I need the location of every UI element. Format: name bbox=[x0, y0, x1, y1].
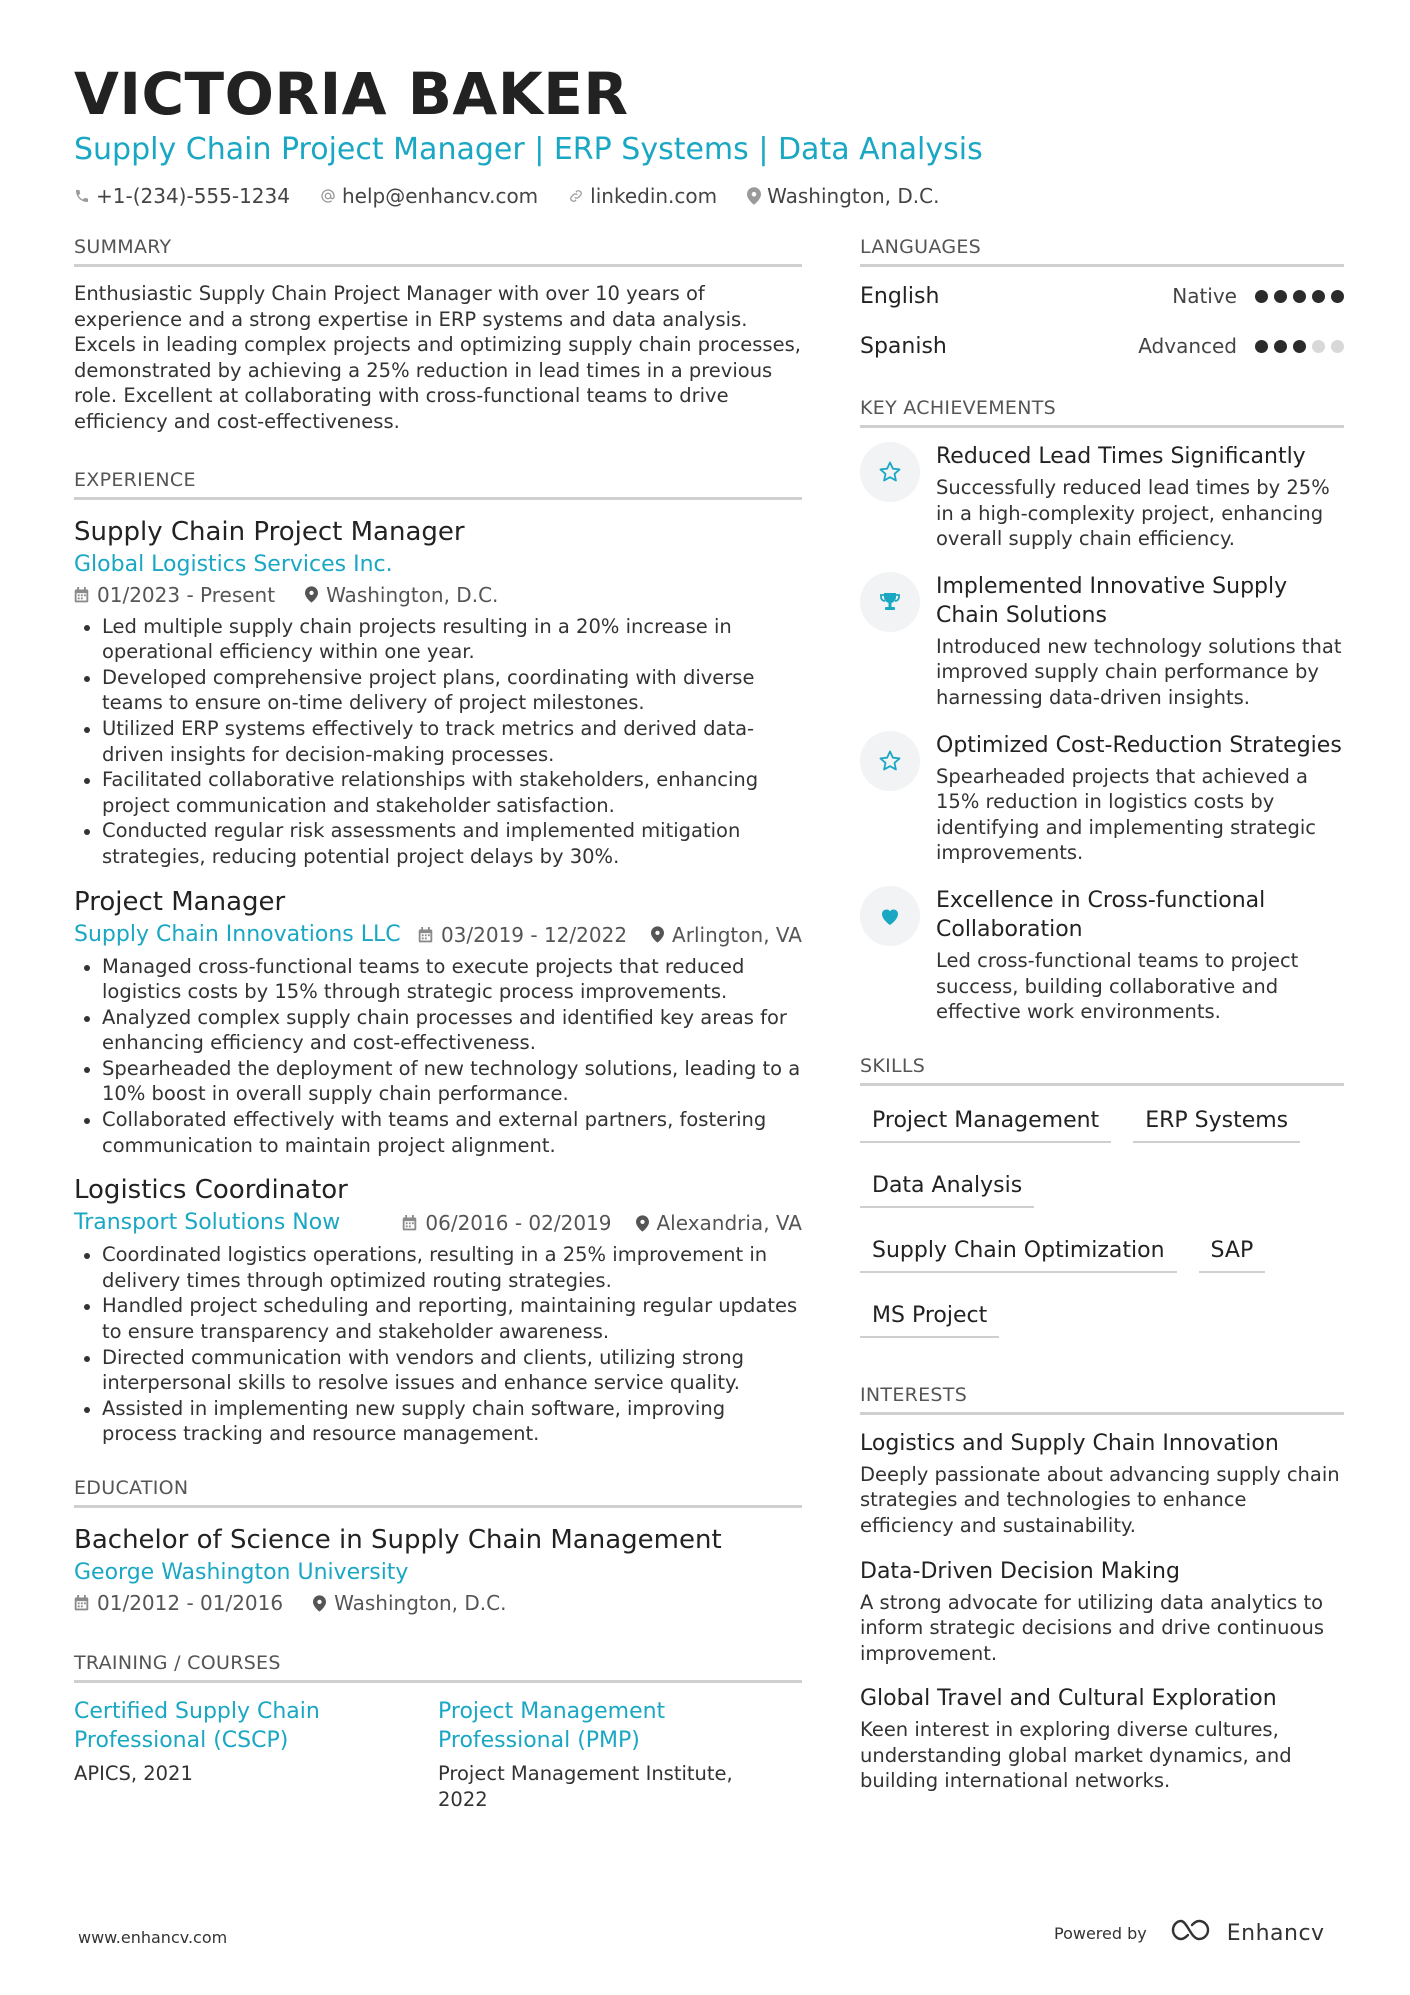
education-location-text: Washington, D.C. bbox=[334, 1591, 507, 1615]
candidate-headline: Supply Chain Project Manager | ERP Systems | Data Analysis bbox=[74, 132, 983, 167]
list-item: Analyzed complex supply chain processes and identified key areas for enhancing efficiency and cost-effectiveness. bbox=[74, 1005, 802, 1056]
job-location-text: Washington, D.C. bbox=[326, 582, 499, 607]
location-pin-icon bbox=[747, 187, 761, 205]
location-pin-icon bbox=[305, 586, 318, 603]
trophy-icon bbox=[860, 572, 920, 632]
location-pin-icon bbox=[313, 1595, 326, 1612]
achievement-item bbox=[860, 731, 1344, 866]
job-company-row bbox=[74, 920, 802, 950]
job-meta bbox=[74, 580, 802, 610]
footer-branding bbox=[1054, 1918, 1325, 1948]
achievement-item bbox=[860, 442, 1344, 552]
rating-dot-filled bbox=[1331, 290, 1344, 303]
brand-name: Enhancv bbox=[1226, 1920, 1325, 1946]
star-icon bbox=[860, 442, 920, 502]
training-section bbox=[74, 1652, 802, 1812]
training-name[interactable]: Project Management Professional (PMP) bbox=[438, 1699, 666, 1753]
rating-dots bbox=[1255, 290, 1344, 303]
job-dates bbox=[74, 580, 275, 610]
job-dates bbox=[418, 920, 627, 950]
powered-by-label: Powered by bbox=[1054, 1923, 1147, 1943]
language-level: Advanced bbox=[1138, 334, 1237, 358]
achievement-desc: Introduced new technology solutions that improved supply chain performance by harnessing data-driven insights. bbox=[936, 634, 1342, 709]
skill-tag: MS Project bbox=[860, 1295, 999, 1338]
job-dates bbox=[402, 1208, 611, 1238]
rating-dot-filled bbox=[1255, 340, 1268, 353]
section-title-education: EDUCATION bbox=[74, 1477, 802, 1508]
list-item: Assisted in implementing new supply chain software, improving process tracking and resource management. bbox=[74, 1396, 802, 1447]
education-location bbox=[313, 1588, 506, 1618]
education-section bbox=[74, 1477, 802, 1618]
job-company[interactable]: Supply Chain Innovations LLC bbox=[74, 921, 401, 947]
job-location bbox=[651, 920, 802, 950]
email-text: help@enhancv.com bbox=[341, 184, 539, 208]
skill-tag: Supply Chain Optimization bbox=[860, 1230, 1177, 1273]
list-item: Collaborated effectively with teams and external partners, fostering communication to maintain project alignment. bbox=[74, 1107, 802, 1158]
phone-icon bbox=[74, 188, 90, 204]
interest-item bbox=[860, 1684, 1344, 1794]
star-icon bbox=[860, 731, 920, 791]
list-item: Handled project scheduling and reporting, maintaining regular updates to ensure transparency and stakeholder awareness. bbox=[74, 1293, 802, 1344]
linkedin-text: linkedin.com bbox=[590, 184, 718, 208]
contact-linkedin[interactable] bbox=[568, 184, 717, 208]
contact-bar bbox=[74, 184, 1344, 208]
section-title-skills: SKILLS bbox=[860, 1055, 1344, 1086]
achievement-title: Excellence in Cross-functional Collaboration bbox=[936, 887, 1266, 942]
language-proficiency bbox=[1172, 284, 1344, 308]
brand-logo[interactable] bbox=[1171, 1918, 1325, 1948]
job-title: Supply Chain Project Manager bbox=[74, 516, 465, 547]
education-dates bbox=[74, 1588, 283, 1618]
interest-item bbox=[860, 1429, 1344, 1539]
right-column bbox=[860, 236, 1344, 1828]
language-proficiency bbox=[1138, 334, 1344, 358]
job-bullets bbox=[74, 1242, 802, 1447]
skills-list bbox=[860, 1100, 1344, 1338]
education-meta bbox=[74, 1588, 802, 1618]
link-icon bbox=[568, 188, 584, 204]
rating-dot-filled bbox=[1274, 290, 1287, 303]
list-item: Utilized ERP systems effectively to track metrics and derived data-driven insights for decision-making processes. bbox=[74, 716, 802, 767]
job-dates-text: 06/2016 - 02/2019 bbox=[425, 1211, 612, 1236]
achievement-body bbox=[936, 731, 1344, 866]
interest-desc: Keen interest in exploring diverse cultures, understanding global market dynamics, and building international networks. bbox=[860, 1718, 1292, 1793]
job-bullets bbox=[74, 954, 802, 1159]
language-row bbox=[860, 321, 1344, 371]
job-meta bbox=[402, 1208, 802, 1238]
achievement-title: Optimized Cost-Reduction Strategies bbox=[936, 732, 1342, 758]
enhancv-logo-icon bbox=[1171, 1918, 1217, 1948]
school-name[interactable]: George Washington University bbox=[74, 1560, 409, 1585]
job-location bbox=[305, 580, 498, 610]
calendar-icon bbox=[418, 927, 433, 943]
list-item: Conducted regular risk assessments and implemented mitigation strategies, reducing potential project delays by 30%. bbox=[74, 818, 802, 869]
location-pin-icon bbox=[636, 1215, 649, 1232]
training-org: APICS, 2021 bbox=[74, 1762, 193, 1785]
interest-title: Global Travel and Cultural Exploration bbox=[860, 1686, 1277, 1712]
job-company[interactable]: Transport Solutions Now bbox=[74, 1210, 341, 1236]
candidate-name: VICTORIA BAKER bbox=[74, 60, 629, 128]
list-item: Spearheaded the deployment of new technology solutions, leading to a 10% boost in overall supply chain performance. bbox=[74, 1056, 802, 1107]
section-title-languages: LANGUAGES bbox=[860, 236, 1344, 267]
rating-dot-filled bbox=[1293, 290, 1306, 303]
job-entry bbox=[74, 884, 802, 1159]
skill-tag: Project Management bbox=[860, 1100, 1111, 1143]
at-icon bbox=[320, 188, 336, 204]
achievement-title: Implemented Innovative Supply Chain Solutions bbox=[936, 573, 1288, 628]
list-item: Directed communication with vendors and clients, utilizing strong interpersonal skills to resolve issues and enhance service quality. bbox=[74, 1345, 802, 1396]
skills-section bbox=[860, 1055, 1344, 1338]
training-org: Project Management Institute, 2022 bbox=[438, 1762, 733, 1811]
skill-tag: SAP bbox=[1199, 1230, 1266, 1273]
interest-desc: A strong advocate for utilizing data analytics to inform strategic decisions and drive continuous improvement. bbox=[860, 1590, 1324, 1665]
achievement-item bbox=[860, 886, 1344, 1025]
calendar-icon bbox=[74, 1595, 89, 1611]
language-name: English bbox=[860, 283, 940, 309]
achievement-desc: Spearheaded projects that achieved a 15% reduction in logistics costs by identifying and implementing strategic improvements. bbox=[936, 764, 1317, 865]
job-title: Project Manager bbox=[74, 886, 286, 917]
list-item: Coordinated logistics operations, resulting in a 25% improvement in delivery times through optimized routing strategies. bbox=[74, 1242, 802, 1293]
job-dates-text: 01/2023 - Present bbox=[97, 582, 276, 607]
summary-text: Enthusiastic Supply Chain Project Manager with over 10 years of experience and a strong expertise in ERP systems and data analysis. Excels in leading complex projects and optimizing supply chain processes, demonstrated by achieving a 25% reduction in lead times in a previous role. Excellent at collaborating with cross-functional teams to drive efficiency and cost-effectiveness. bbox=[74, 282, 801, 433]
job-meta bbox=[418, 920, 802, 950]
training-list bbox=[74, 1697, 802, 1812]
job-location-text: Alexandria, VA bbox=[656, 1211, 802, 1236]
achievement-item bbox=[860, 572, 1344, 711]
job-entry bbox=[74, 1172, 802, 1447]
skill-tag: ERP Systems bbox=[1133, 1100, 1300, 1143]
rating-dot-filled bbox=[1274, 340, 1287, 353]
training-item bbox=[74, 1697, 438, 1812]
footer-website[interactable]: www.enhancv.com bbox=[78, 1928, 228, 1947]
calendar-icon bbox=[402, 1215, 417, 1231]
interests-section bbox=[860, 1384, 1344, 1794]
achievements-section bbox=[860, 397, 1344, 1025]
rating-dot-empty bbox=[1312, 340, 1325, 353]
location-text: Washington, D.C. bbox=[767, 184, 940, 208]
summary-section bbox=[74, 236, 802, 435]
job-dates-text: 03/2019 - 12/2022 bbox=[440, 922, 628, 947]
interest-title: Data-Driven Decision Making bbox=[860, 1558, 1180, 1584]
achievement-desc: Successfully reduced lead times by 25% in a high-complexity project, enhancing overall supply chain efficiency. bbox=[936, 476, 1330, 551]
interest-desc: Deeply passionate about advancing supply chain strategies and technologies to enhance efficiency and sustainability. bbox=[860, 1462, 1340, 1537]
list-item: Managed cross-functional teams to execute projects that reduced logistics costs by 15% through strategic process improvements. bbox=[74, 954, 802, 1005]
job-location-text: Arlington, VA bbox=[672, 922, 802, 947]
contact-phone[interactable] bbox=[74, 184, 290, 208]
achievement-body bbox=[936, 886, 1344, 1025]
interest-item bbox=[860, 1557, 1344, 1667]
job-location bbox=[636, 1208, 803, 1238]
list-item: Led multiple supply chain projects resulting in a 20% increase in operational efficiency within one year. bbox=[74, 614, 802, 665]
section-title-interests: INTERESTS bbox=[860, 1384, 1344, 1415]
language-row bbox=[860, 271, 1344, 321]
job-title: Logistics Coordinator bbox=[74, 1175, 348, 1206]
degree-title: Bachelor of Science in Supply Chain Management bbox=[74, 1525, 722, 1555]
section-title-achievements: KEY ACHIEVEMENTS bbox=[860, 397, 1344, 428]
experience-section bbox=[74, 469, 802, 1447]
heart-icon bbox=[860, 886, 920, 946]
job-company-row bbox=[74, 1208, 802, 1238]
list-item: Facilitated collaborative relationships with stakeholders, enhancing project communication and stakeholder satisfaction. bbox=[74, 767, 802, 818]
training-item bbox=[438, 1697, 802, 1812]
training-name[interactable]: Certified Supply Chain Professional (CSCP) bbox=[74, 1699, 320, 1753]
rating-dot-empty bbox=[1331, 340, 1344, 353]
rating-dot-filled bbox=[1312, 290, 1325, 303]
contact-location bbox=[747, 184, 939, 208]
interest-title: Logistics and Supply Chain Innovation bbox=[860, 1430, 1279, 1456]
education-dates-text: 01/2012 - 01/2016 bbox=[97, 1591, 284, 1615]
language-name: Spanish bbox=[860, 333, 947, 359]
rating-dot-filled bbox=[1255, 290, 1268, 303]
contact-email[interactable] bbox=[320, 184, 538, 208]
achievement-body bbox=[936, 442, 1344, 552]
section-title-experience: EXPERIENCE bbox=[74, 469, 802, 500]
list-item: Developed comprehensive project plans, coordinating with diverse teams to ensure on-time delivery of project milestones. bbox=[74, 665, 802, 716]
resume-header bbox=[74, 58, 1344, 208]
section-title-training: TRAINING / COURSES bbox=[74, 1652, 802, 1683]
job-company[interactable]: Global Logistics Services Inc. bbox=[74, 551, 393, 577]
languages-section bbox=[860, 236, 1344, 371]
calendar-icon bbox=[74, 587, 89, 603]
location-pin-icon bbox=[651, 926, 664, 943]
rating-dots bbox=[1255, 340, 1344, 353]
skill-tag: Data Analysis bbox=[860, 1165, 1034, 1208]
job-bullets bbox=[74, 614, 802, 870]
phone-text: +1-(234)-555-1234 bbox=[96, 184, 290, 208]
achievement-title: Reduced Lead Times Significantly bbox=[936, 444, 1306, 469]
achievement-body bbox=[936, 572, 1344, 711]
left-column bbox=[74, 236, 802, 1846]
rating-dot-filled bbox=[1293, 340, 1306, 353]
language-level: Native bbox=[1172, 284, 1237, 308]
section-title-summary: SUMMARY bbox=[74, 236, 802, 267]
job-entry bbox=[74, 514, 802, 870]
achievement-desc: Led cross-functional teams to project success, building collaborative and effective work environments. bbox=[936, 948, 1299, 1024]
